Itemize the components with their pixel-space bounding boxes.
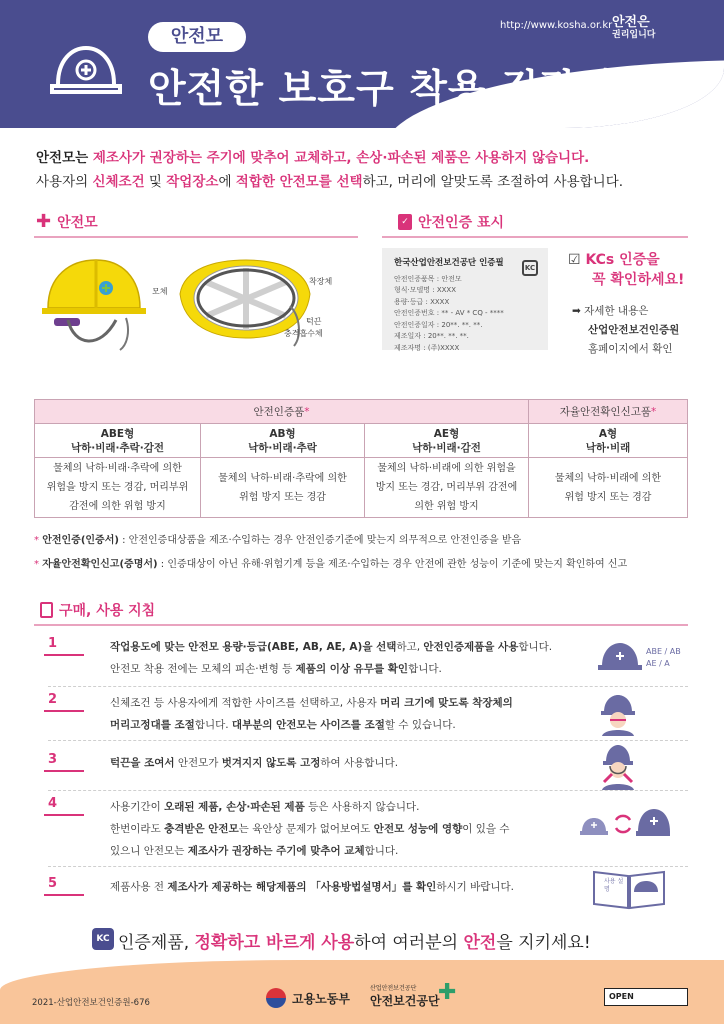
kcs-sub-line-3: 홈페이지에서 확인 bbox=[588, 343, 673, 355]
label-shell: 모체 bbox=[152, 287, 168, 296]
guide-step-2 bbox=[48, 692, 688, 736]
desc-a: 물체의 낙하·비래에 의한 위험 방지 또는 경감 bbox=[529, 458, 688, 518]
cert-label-box bbox=[382, 248, 548, 350]
kcs-notice-line-2: 꼭 확인하세요! bbox=[592, 272, 685, 288]
brand-line-1: 안전은 bbox=[612, 15, 650, 30]
group-self-header: 자율안전확인신고품* bbox=[529, 400, 688, 424]
guide-step-1 bbox=[48, 636, 688, 686]
person-adjust-helmet-icon bbox=[598, 692, 638, 736]
step-divider bbox=[48, 740, 688, 741]
section-guide-heading: 구매, 사용 지침 bbox=[40, 600, 155, 620]
grade-abe: ABE형 낙하·비래·추락·감전 bbox=[35, 424, 201, 458]
label-suspension: 착장체 bbox=[309, 277, 333, 286]
section-divider bbox=[34, 236, 358, 238]
section-divider bbox=[382, 236, 688, 238]
certificate-icon: ✓ bbox=[398, 214, 412, 230]
desc-ab: 물체의 낙하·비래·추락에 의한 위험 방지 또는 경감 bbox=[201, 458, 365, 518]
intro-text bbox=[36, 146, 696, 194]
cert-line: 안전인증번호 : ** - AV * CQ - **** bbox=[394, 309, 504, 317]
grade-ab: AB형 낙하·비래·추락 bbox=[201, 424, 365, 458]
cert-line: 제조일자 : 20**. **. **. bbox=[394, 332, 469, 340]
step-number: 5 bbox=[48, 876, 88, 891]
plus-icon: ✚ bbox=[36, 211, 52, 232]
grade-a: A형 낙하·비래 bbox=[529, 424, 688, 458]
group-cert-header: 안전인증품* bbox=[35, 400, 529, 424]
helmet-grade-table bbox=[34, 399, 688, 518]
footnote-cert: * 안전인증(인증서) : 안전인증대상품을 제조·수입하는 경우 안전인증기준에 맞는지 의무적으로 안전인증을 받음 bbox=[34, 535, 522, 546]
step-number: 2 bbox=[48, 692, 88, 707]
table-row bbox=[35, 458, 688, 518]
check-icon: ☑ bbox=[568, 252, 581, 268]
brand-line-2: 권리입니다 bbox=[612, 30, 656, 40]
page-title: 안전한 보호구 착용 길잡이 bbox=[148, 67, 618, 112]
kosha-cross-icon: ✚ bbox=[438, 980, 457, 1005]
desc-ae: 물체의 낙하·비래에 의한 위험을 방지 또는 경감, 머리부위 감전에 의한 위험 방지 bbox=[365, 458, 529, 518]
taegeuk-icon bbox=[266, 988, 286, 1008]
step-text: 턱끈을 조여서 안전모가 벗겨지지 않도록 고정하여 사용합니다. bbox=[110, 757, 399, 769]
table-row bbox=[35, 424, 688, 458]
kcs-notice-line-1: ☑ KCs 인증을 bbox=[568, 252, 660, 268]
cert-line: 형식·모델명 : XXXX bbox=[394, 286, 457, 294]
helmet-grade-icon bbox=[598, 640, 642, 672]
cert-line: 안전인증일자 : 20**. **. **. bbox=[394, 320, 483, 329]
footnote-self: * 자율안전확인신고(증명서) : 인증대상이 아닌 유해·위험기계 등을 제조·수입하는 경우 안전에 관한 성능이 기준에 맞는지 확인하여 신고 bbox=[34, 559, 628, 570]
grade-ae: AE형 낙하·비래·감전 bbox=[365, 424, 529, 458]
replace-helmet-icon bbox=[578, 806, 670, 840]
step-number: 3 bbox=[48, 752, 88, 767]
table-header-row bbox=[35, 400, 688, 424]
arrow-right-icon: ➡ bbox=[572, 305, 581, 317]
step-text: 신체조건 등 사용자에게 적합한 사이즈를 선택하고, 사용자 머리 크기에 맞도록 착장체의 머리고정대를 조절합니다. 대부분의 안전모는 사이즈를 조절할 수 있습니다. bbox=[110, 697, 513, 731]
open-license-badge: OPEN bbox=[604, 988, 688, 1006]
intro-line-1: 안전모는 제조사가 권장하는 주기에 맞추어 교체하고, 손상·파손된 제품은 사용하지 않습니다. bbox=[36, 150, 590, 166]
publication-code: 2021-산업안전보건인증원-676 bbox=[32, 998, 150, 1008]
cert-line: 안전인증품목 : 안전모 bbox=[394, 274, 462, 283]
category-pill: 안전모 bbox=[148, 22, 246, 52]
kc-slogan-icon: KC bbox=[92, 928, 114, 950]
section-divider bbox=[34, 624, 688, 626]
kcs-sub-line-1: ➡ 자세한 내용은 bbox=[572, 305, 649, 317]
step-text: 제품사용 전 제조사가 제공하는 해당제품의 「사용방법설명서」를 확인하시기 바랍니다. bbox=[110, 881, 514, 893]
chinstrap-person-icon bbox=[598, 742, 638, 790]
intro-line-2: 사용자의 신체조건 및 작업장소에 적합한 안전모를 선택하고, 머리에 알맞도록 조절하여 사용합니다. bbox=[36, 174, 624, 190]
kcs-sub-line-2: 산업안전보건인증원 bbox=[588, 324, 680, 336]
checklist-icon bbox=[40, 602, 53, 618]
kcs-sub-text bbox=[572, 302, 679, 359]
section-cert-heading: ✓ 안전인증 표시 bbox=[398, 212, 504, 232]
label-absorber: 충격흡수체 bbox=[284, 329, 323, 338]
helmet-outline-icon bbox=[48, 40, 124, 100]
step-text: 작업용도에 맞는 안전모 용량·등급(ABE, AB, AE, A)을 선택하고, 안전인증제품을 사용합니다. 안전모 착용 전에는 모체의 피손·변형 등 제품의 이상 유무를 확인합니다. bbox=[110, 641, 553, 675]
manual-book-label: 사용 설명 bbox=[604, 878, 624, 893]
moel-logo: 고용노동부 bbox=[266, 988, 350, 1008]
step-number: 4 bbox=[48, 796, 88, 811]
guide-step-3 bbox=[48, 752, 688, 782]
slogan-logo bbox=[612, 16, 655, 42]
label-chinstrap: 턱끈 bbox=[306, 317, 322, 326]
cert-line: 용량·등급 : XXXX bbox=[394, 297, 450, 306]
helmet-inner-diagram bbox=[170, 256, 320, 356]
kc-mark-icon: KC bbox=[522, 260, 538, 276]
step-number: 1 bbox=[48, 636, 88, 651]
kosha-logo: 산업안전보건공단 안전보건공단 bbox=[370, 985, 440, 1008]
step-text: 사용기간이 오래된 제품, 손상·파손된 제품 등은 사용하지 않습니다. 한번이라도 충격받은 안전모는 육안상 문제가 없어보여도 안전모 성능에 영향이 있을 수 있으니 안전모는 제조사가 권장하는 주기에 맞추어 교체합니다. bbox=[110, 801, 510, 857]
desc-abe: 물체의 낙하·비래·추락에 의한 위험을 방지 또는 경감, 머리부위 감전에 의한 위험 방지 bbox=[35, 458, 201, 518]
kcs-notice bbox=[568, 250, 684, 290]
cert-line: 제조자명 : (주)XXXX bbox=[394, 343, 460, 352]
section-helmet-heading: ✚ 안전모 bbox=[36, 211, 98, 232]
website-link[interactable]: http://www.kosha.or.kr bbox=[500, 20, 613, 31]
cert-box-title: 한국산업안전보건공단 인증필 bbox=[394, 258, 504, 268]
step-divider bbox=[48, 790, 688, 791]
yellow-helmet-image bbox=[40, 254, 150, 364]
step-divider bbox=[48, 686, 688, 687]
grade-badge: ABE / AB AE / A bbox=[646, 647, 681, 668]
closing-slogan: 인증제품, 정확하고 바르게 사용하여 여러분의 안전을 지키세요! bbox=[118, 933, 591, 953]
